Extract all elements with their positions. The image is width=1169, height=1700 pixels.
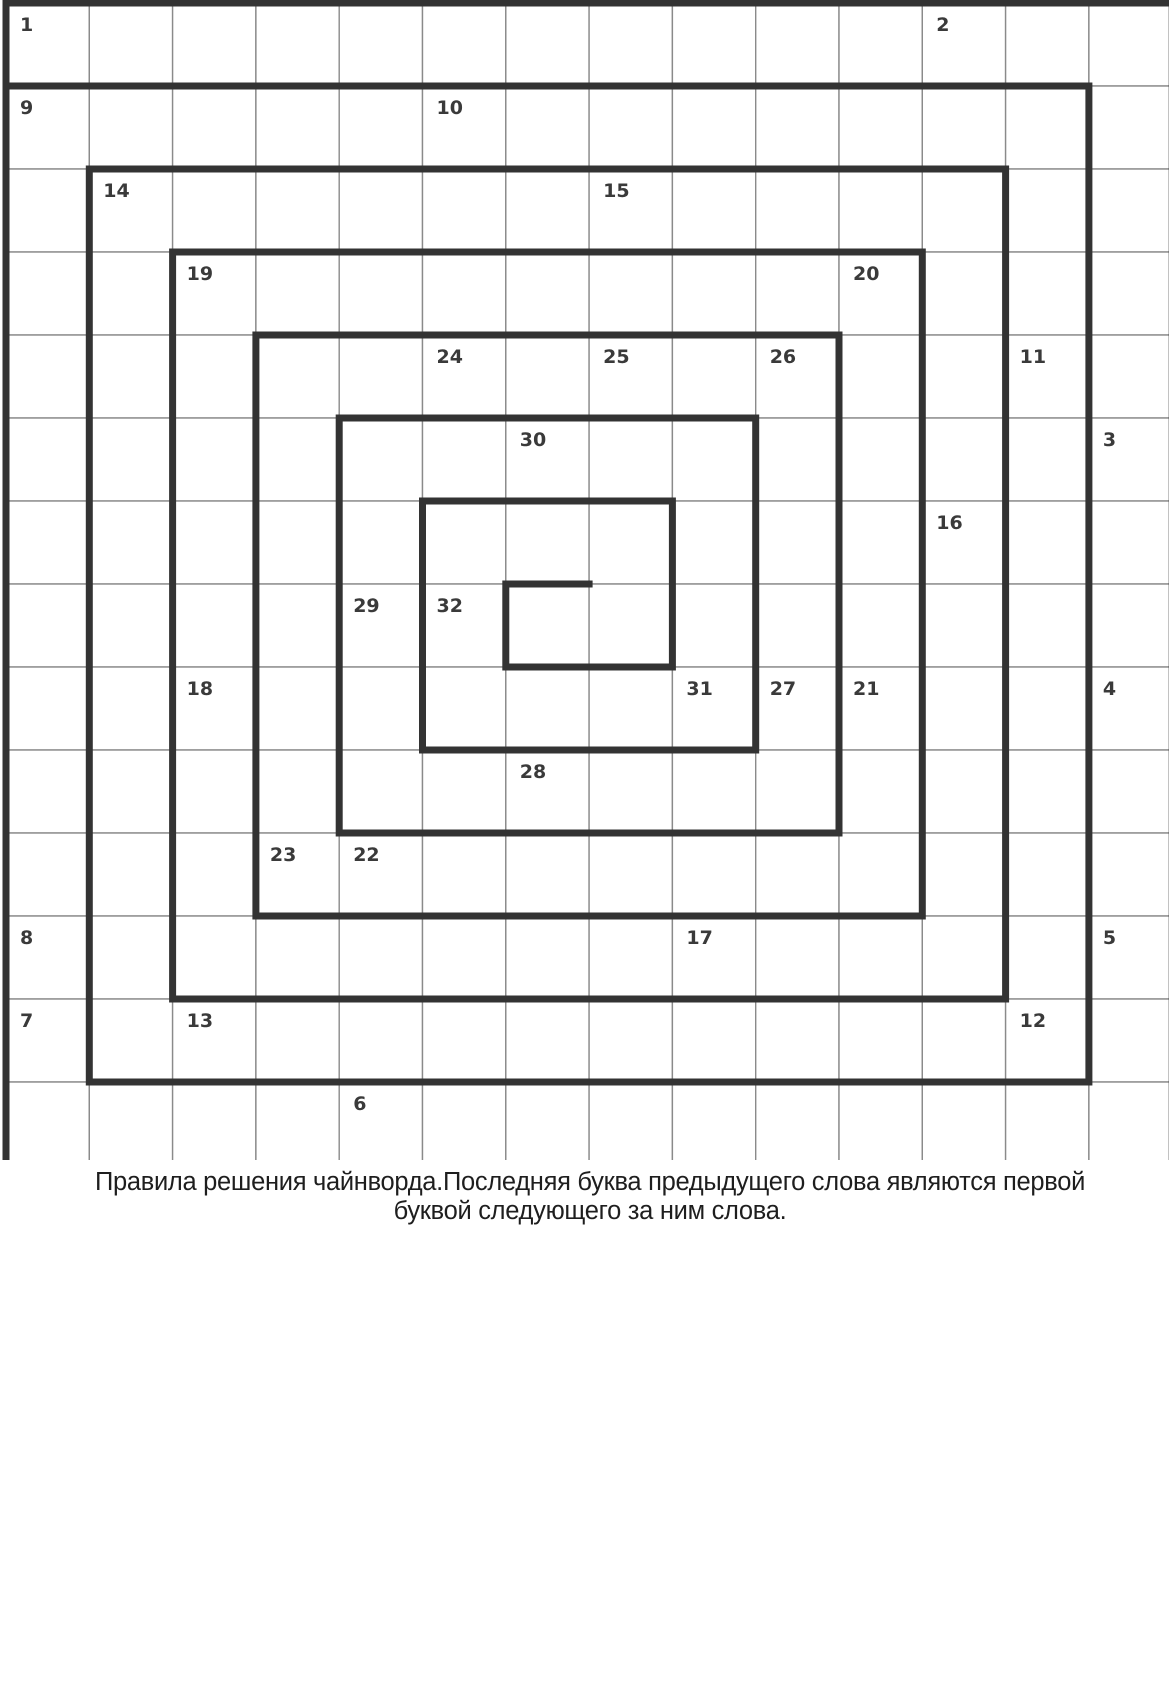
grid-cell[interactable]: [672, 3, 755, 86]
grid-cell[interactable]: [589, 501, 672, 584]
grid-cell[interactable]: [6, 86, 89, 169]
grid-cell[interactable]: [672, 169, 755, 252]
grid-cell[interactable]: [672, 750, 755, 833]
grid-cell[interactable]: [173, 3, 256, 86]
grid-cell[interactable]: [89, 252, 172, 335]
grid-cell[interactable]: [506, 501, 589, 584]
grid-cell[interactable]: [423, 1082, 506, 1160]
grid-cell[interactable]: [839, 750, 922, 833]
grid-cell[interactable]: [6, 501, 89, 584]
clue-number-19: 19: [186, 263, 214, 285]
grid-cell[interactable]: [839, 169, 922, 252]
grid-cell[interactable]: [839, 3, 922, 86]
grid-cell[interactable]: [589, 1082, 672, 1160]
grid-cell[interactable]: [589, 667, 672, 750]
grid-cell[interactable]: [6, 750, 89, 833]
grid-cell[interactable]: [756, 252, 839, 335]
grid-cell[interactable]: [506, 999, 589, 1082]
clue-number-6: 6: [353, 1093, 367, 1115]
grid-cell[interactable]: [1006, 750, 1089, 833]
grid-cell[interactable]: [1006, 501, 1089, 584]
grid-cell[interactable]: [506, 252, 589, 335]
grid-cell[interactable]: [173, 418, 256, 501]
grid-cell[interactable]: [1089, 86, 1169, 169]
grid-cell[interactable]: [672, 584, 755, 667]
grid-cell[interactable]: [256, 418, 339, 501]
grid-cell[interactable]: [589, 3, 672, 86]
rules-text: [20, 1168, 1160, 1226]
grid-cell[interactable]: [89, 999, 172, 1082]
grid-cell[interactable]: [506, 916, 589, 999]
grid-cell[interactable]: [6, 335, 89, 418]
grid-cell[interactable]: [423, 3, 506, 86]
grid-cell[interactable]: [6, 584, 89, 667]
clue-number-21: 21: [853, 678, 880, 700]
grid-cell[interactable]: [89, 750, 172, 833]
grid-cell[interactable]: [6, 667, 89, 750]
grid-cell[interactable]: [672, 916, 755, 999]
grid-cell[interactable]: [1006, 418, 1089, 501]
grid-cell[interactable]: [922, 252, 1005, 335]
clue-number-9: 9: [20, 97, 34, 119]
grid-cell[interactable]: [922, 584, 1005, 667]
grid-cell[interactable]: [1006, 252, 1089, 335]
grid-cell[interactable]: [256, 667, 339, 750]
grid-cell[interactable]: [756, 750, 839, 833]
grid-cell[interactable]: [1089, 584, 1169, 667]
grid-cell[interactable]: [506, 86, 589, 169]
grid-cell[interactable]: [173, 86, 256, 169]
grid-cell[interactable]: [423, 833, 506, 916]
clue-number-31: 31: [686, 678, 713, 700]
grid-cell[interactable]: [1006, 169, 1089, 252]
grid-cell[interactable]: [839, 999, 922, 1082]
grid-cell[interactable]: [423, 667, 506, 750]
grid-cell[interactable]: [1089, 252, 1169, 335]
clue-number-7: 7: [20, 1010, 34, 1032]
clue-number-1: 1: [20, 14, 34, 36]
clue-number-2: 2: [936, 14, 950, 36]
grid-cell[interactable]: [423, 750, 506, 833]
grid-cell[interactable]: [6, 916, 89, 999]
grid-cell[interactable]: [756, 501, 839, 584]
grid-cell[interactable]: [423, 418, 506, 501]
grid-cell[interactable]: [339, 3, 422, 86]
grid-cell[interactable]: [589, 584, 672, 667]
grid-cell[interactable]: [339, 999, 422, 1082]
grid-cell[interactable]: [672, 501, 755, 584]
grid-cell[interactable]: [339, 1082, 422, 1160]
grid-cell[interactable]: [173, 169, 256, 252]
grid-cell[interactable]: [339, 418, 422, 501]
grid-cell[interactable]: [1089, 169, 1169, 252]
grid-cell[interactable]: [256, 252, 339, 335]
grid-cell[interactable]: [839, 1082, 922, 1160]
grid-cell[interactable]: [756, 667, 839, 750]
grid-cell[interactable]: [6, 999, 89, 1082]
clue-number-25: 25: [603, 346, 630, 368]
grid-cell[interactable]: [506, 1082, 589, 1160]
grid-cell[interactable]: [173, 916, 256, 999]
clue-number-14: 14: [103, 180, 130, 202]
grid-cell[interactable]: [589, 916, 672, 999]
grid-cell[interactable]: [89, 335, 172, 418]
grid-cell[interactable]: [756, 335, 839, 418]
grid-cell[interactable]: [672, 252, 755, 335]
grid-cell[interactable]: [672, 418, 755, 501]
grid-cell[interactable]: [173, 501, 256, 584]
grid-cell[interactable]: [1006, 86, 1089, 169]
clue-number-32: 32: [436, 595, 463, 617]
grid-cell[interactable]: [922, 750, 1005, 833]
grid-cell[interactable]: [756, 916, 839, 999]
clue-number-30: 30: [519, 429, 547, 451]
grid-cell[interactable]: [922, 335, 1005, 418]
grid-cell[interactable]: [6, 1082, 89, 1160]
clue-number-22: 22: [353, 844, 380, 866]
grid-cell[interactable]: [756, 584, 839, 667]
grid-cell[interactable]: [256, 1082, 339, 1160]
grid-cell[interactable]: [1006, 335, 1089, 418]
grid-cell[interactable]: [589, 252, 672, 335]
grid-cell[interactable]: [839, 501, 922, 584]
clue-number-26: 26: [769, 346, 797, 368]
grid-cell[interactable]: [256, 3, 339, 86]
grid-cell[interactable]: [672, 833, 755, 916]
grid-cell[interactable]: [922, 916, 1005, 999]
grid-cell[interactable]: [589, 750, 672, 833]
grid-cell[interactable]: [6, 3, 89, 86]
grid-cell[interactable]: [839, 252, 922, 335]
grid-cell[interactable]: [89, 833, 172, 916]
grid-cell[interactable]: [922, 1082, 1005, 1160]
grid-cell[interactable]: [423, 335, 506, 418]
grid-cell[interactable]: [256, 335, 339, 418]
grid-cell[interactable]: [922, 169, 1005, 252]
grid-cell[interactable]: [173, 999, 256, 1082]
grid-cell[interactable]: [839, 833, 922, 916]
grid-cell[interactable]: [1089, 916, 1169, 999]
grid-cell[interactable]: [339, 169, 422, 252]
grid-cell[interactable]: [256, 501, 339, 584]
grid-cell[interactable]: [339, 833, 422, 916]
grid-cell[interactable]: [256, 584, 339, 667]
grid-cell[interactable]: [89, 169, 172, 252]
grid-cell[interactable]: [1089, 335, 1169, 418]
grid-cell[interactable]: [506, 833, 589, 916]
clue-number-18: 18: [186, 678, 214, 700]
clue-number-8: 8: [20, 927, 34, 949]
grid-cell[interactable]: [922, 418, 1005, 501]
grid-cell[interactable]: [922, 86, 1005, 169]
clue-number-17: 17: [686, 927, 713, 949]
grid-cell[interactable]: [589, 86, 672, 169]
grid-cell[interactable]: [922, 999, 1005, 1082]
grid-cell[interactable]: [1006, 667, 1089, 750]
grid-cell[interactable]: [756, 1082, 839, 1160]
clue-number-5: 5: [1102, 927, 1117, 949]
grid-cell[interactable]: [1006, 999, 1089, 1082]
grid-cell[interactable]: [339, 667, 422, 750]
grid-cell[interactable]: [1006, 833, 1089, 916]
grid-cell[interactable]: [589, 418, 672, 501]
grid-cell[interactable]: [89, 418, 172, 501]
grid-cell[interactable]: [173, 584, 256, 667]
grid-cell[interactable]: [756, 418, 839, 501]
clue-number-10: 10: [436, 97, 463, 119]
clue-number-24: 24: [436, 346, 463, 368]
grid-cell[interactable]: [1089, 833, 1169, 916]
grid-cell[interactable]: [1006, 1082, 1089, 1160]
grid-cell[interactable]: [839, 667, 922, 750]
grid-cell[interactable]: [1089, 1082, 1169, 1160]
grid-cell[interactable]: [922, 833, 1005, 916]
clue-number-28: 28: [519, 761, 547, 783]
grid-cell[interactable]: [339, 584, 422, 667]
grid-cell[interactable]: [256, 833, 339, 916]
grid-cell[interactable]: [756, 169, 839, 252]
grid-cell[interactable]: [1006, 3, 1089, 86]
grid-cell[interactable]: [423, 501, 506, 584]
grid-cell[interactable]: [423, 584, 506, 667]
grid-cell[interactable]: [173, 833, 256, 916]
grid-cell[interactable]: [423, 252, 506, 335]
grid-cell[interactable]: [506, 667, 589, 750]
clue-number-20: 20: [853, 263, 880, 285]
clue-number-3: 3: [1102, 429, 1117, 451]
grid-cell[interactable]: [423, 86, 506, 169]
grid-cell[interactable]: [256, 750, 339, 833]
grid-cell[interactable]: [339, 916, 422, 999]
grid-cell[interactable]: [672, 86, 755, 169]
grid-cell[interactable]: [1089, 750, 1169, 833]
clue-number-13: 13: [186, 1010, 214, 1032]
grid-cell[interactable]: [89, 584, 172, 667]
grid-cell[interactable]: [339, 501, 422, 584]
grid-cell[interactable]: [339, 335, 422, 418]
grid-cell[interactable]: [256, 169, 339, 252]
grid-cell[interactable]: [256, 916, 339, 999]
grid-cell[interactable]: [339, 252, 422, 335]
grid-cell[interactable]: [1089, 667, 1169, 750]
grid-cell[interactable]: [839, 335, 922, 418]
grid-cell[interactable]: [6, 252, 89, 335]
grid-cell[interactable]: [922, 501, 1005, 584]
grid-cell[interactable]: [506, 169, 589, 252]
grid-cell[interactable]: [506, 750, 589, 833]
grid-cell[interactable]: [1089, 999, 1169, 1082]
grid-cell[interactable]: [756, 833, 839, 916]
grid-cell[interactable]: [423, 169, 506, 252]
grid-cell[interactable]: [1089, 418, 1169, 501]
grid-cell[interactable]: [839, 584, 922, 667]
grid-cell[interactable]: [89, 86, 172, 169]
grid-cell[interactable]: [1006, 584, 1089, 667]
grid-cell[interactable]: [922, 667, 1005, 750]
grid-cell[interactable]: [173, 667, 256, 750]
grid-cell[interactable]: [756, 86, 839, 169]
grid-cell[interactable]: [339, 750, 422, 833]
grid-cell[interactable]: [6, 418, 89, 501]
clue-number-23: 23: [269, 844, 297, 866]
grid-cell[interactable]: [506, 335, 589, 418]
clue-number-27: 27: [769, 678, 797, 700]
grid-cell[interactable]: [173, 252, 256, 335]
grid-cell[interactable]: [1089, 3, 1169, 86]
grid-cell[interactable]: [839, 916, 922, 999]
grid-cell[interactable]: [839, 418, 922, 501]
grid-cell[interactable]: [506, 584, 589, 667]
grid-cell[interactable]: [922, 3, 1005, 86]
grid-cell[interactable]: [6, 833, 89, 916]
grid-cell[interactable]: [672, 1082, 755, 1160]
grid-cell[interactable]: [256, 999, 339, 1082]
grid-cell[interactable]: [756, 3, 839, 86]
grid-cell[interactable]: [589, 169, 672, 252]
clue-number-29: 29: [353, 595, 380, 617]
grid-cell[interactable]: [173, 750, 256, 833]
rules-line-2: буквой следующего за ним слова.: [393, 1197, 787, 1225]
grid-cell[interactable]: [756, 999, 839, 1082]
grid-cell[interactable]: [173, 335, 256, 418]
rules-line-1: Правила решения чайнворда.Последняя буква предыдущего слова являются первой: [94, 1168, 1086, 1196]
grid-cell[interactable]: [506, 418, 589, 501]
clue-number-16: 16: [936, 512, 963, 534]
grid-cell[interactable]: [839, 86, 922, 169]
grid-cell[interactable]: [256, 86, 339, 169]
clue-number-15: 15: [603, 180, 630, 202]
grid-cell[interactable]: [89, 916, 172, 999]
grid-cell[interactable]: [89, 501, 172, 584]
grid-cell[interactable]: [589, 833, 672, 916]
clue-number-11: 11: [1019, 346, 1047, 368]
grid-cell[interactable]: [1006, 916, 1089, 999]
grid-cell[interactable]: [89, 667, 172, 750]
grid-cell[interactable]: [506, 3, 589, 86]
grid-cell[interactable]: [173, 1082, 256, 1160]
grid-cell[interactable]: [339, 86, 422, 169]
clue-number-4: 4: [1102, 678, 1117, 700]
grid-cell[interactable]: [89, 3, 172, 86]
grid-cell[interactable]: [672, 667, 755, 750]
grid-cell[interactable]: [672, 335, 755, 418]
grid-cell[interactable]: [6, 169, 89, 252]
grid-cell[interactable]: [423, 916, 506, 999]
grid-cell[interactable]: [1089, 501, 1169, 584]
grid-cell[interactable]: [589, 335, 672, 418]
grid-cell[interactable]: [89, 1082, 172, 1160]
grid-cell[interactable]: [423, 999, 506, 1082]
clue-number-12: 12: [1019, 1010, 1047, 1032]
grid-cell[interactable]: [672, 999, 755, 1082]
grid-cell[interactable]: [589, 999, 672, 1082]
